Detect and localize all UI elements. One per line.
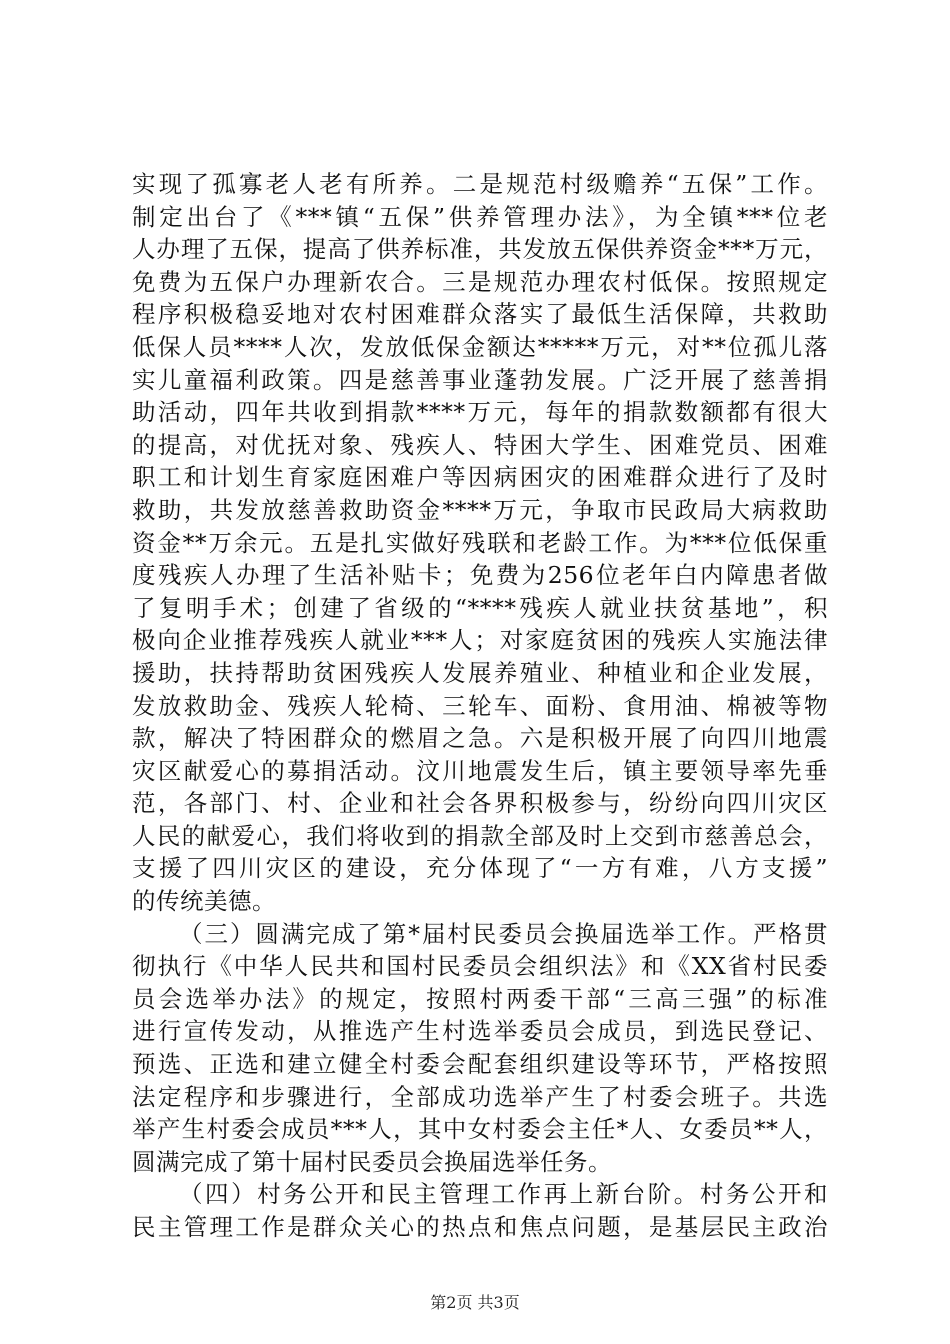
text-line: 支援了四川灾区的建设，充分体现了“一方有难，八方支援” — [132, 854, 828, 883]
text-line: 的传统美德。 — [132, 887, 276, 916]
text-line: 资金**万余元。五是扎实做好残联和老龄工作。为***位低保重 — [132, 528, 828, 557]
text-line: 助活动，四年共收到捐款****万元，每年的捐款数额都有很大 — [132, 398, 828, 427]
text-line: 进行宣传发动，从推选产生村选举委员会成员，到选民登记、 — [132, 1017, 828, 1046]
text-line: 度残疾人办理了生活补贴卡；免费为256位老年白内障患者做 — [132, 561, 828, 590]
paragraph — [132, 1178, 828, 1243]
page-footer: 第2页 共3页 — [430, 1293, 520, 1312]
text-line: 款，解决了特困群众的燃眉之急。六是积极开展了向四川地震 — [132, 724, 828, 753]
text-line: 彻执行《中华人民共和国村民委员会组织法》和《XX省村民委 — [132, 952, 828, 981]
text-line: 职工和计划生育家庭困难户等因病困灾的困难群众进行了及时 — [132, 463, 828, 492]
text-line: 人办理了五保，提高了供养标准，共发放五保供养资金***万元， — [132, 235, 828, 264]
text-line: 灾区献爱心的募捐活动。汶川地震发生后，镇主要领导率先垂 — [132, 756, 828, 785]
text-line: 援助，扶持帮助贫困残疾人发展养殖业、种植业和企业发展， — [132, 658, 828, 687]
paragraph — [132, 168, 828, 918]
text-line: 低保人员****人次，发放低保金额达*****万元，对**位孤儿落 — [132, 332, 828, 361]
text-line: 实儿童福利政策。四是慈善事业蓬勃发展。广泛开展了慈善捐 — [132, 365, 828, 394]
text-line: （三）圆满完成了第*届村民委员会换届选举工作。严格贯 — [179, 919, 828, 948]
text-line: 免费为五保户办理新农合。三是规范办理农村低保。按照规定 — [132, 267, 828, 296]
text-line: 人民的献爱心，我们将收到的捐款全部及时上交到市慈善总会， — [132, 821, 828, 850]
text-line: 发放救助金、残疾人轮椅、三轮车、面粉、食用油、棉被等物 — [132, 691, 828, 720]
body-text — [132, 168, 828, 1244]
text-line: 极向企业推荐残疾人就业***人；对家庭贫困的残疾人实施法律 — [132, 626, 828, 655]
text-line: 圆满完成了第十届村民委员会换届选举任务。 — [132, 1147, 612, 1176]
paragraph — [132, 918, 828, 1179]
text-line: 制定出台了《***镇“五保”供养管理办法》，为全镇***位老 — [132, 202, 828, 231]
text-line: 救助，共发放慈善救助资金****万元，争取市民政局大病救助 — [132, 495, 828, 524]
text-line: 程序积极稳妥地对农村困难群众落实了最低生活保障，共救助 — [132, 300, 828, 329]
text-line: 员会选举办法》的规定，按照村两委干部“三高三强”的标准 — [132, 984, 828, 1013]
text-line: 举产生村委会成员***人，其中女村委会主任*人、女委员**人， — [132, 1115, 828, 1144]
text-line: 了复明手术；创建了省级的“****残疾人就业扶贫基地”，积 — [132, 593, 828, 622]
text-line: 范，各部门、村、企业和社会各界积极参与，纷纷向四川灾区 — [132, 789, 828, 818]
text-line: 的提高，对优抚对象、残疾人、特困大学生、困难党员、困难 — [132, 430, 828, 459]
text-line: 预选、正选和建立健全村委会配套组织建设等环节，严格按照 — [132, 1050, 828, 1079]
text-line: （四）村务公开和民主管理工作再上新台阶。村务公开和 — [179, 1180, 828, 1209]
text-line: 民主管理工作是群众关心的热点和焦点问题，是基层民主政治 — [132, 1213, 828, 1241]
text-line: 法定程序和步骤进行，全部成功选举产生了村委会班子。共选 — [132, 1082, 828, 1111]
text-line: 实现了孤寡老人老有所养。二是规范村级赡养“五保”工作。 — [132, 170, 828, 198]
